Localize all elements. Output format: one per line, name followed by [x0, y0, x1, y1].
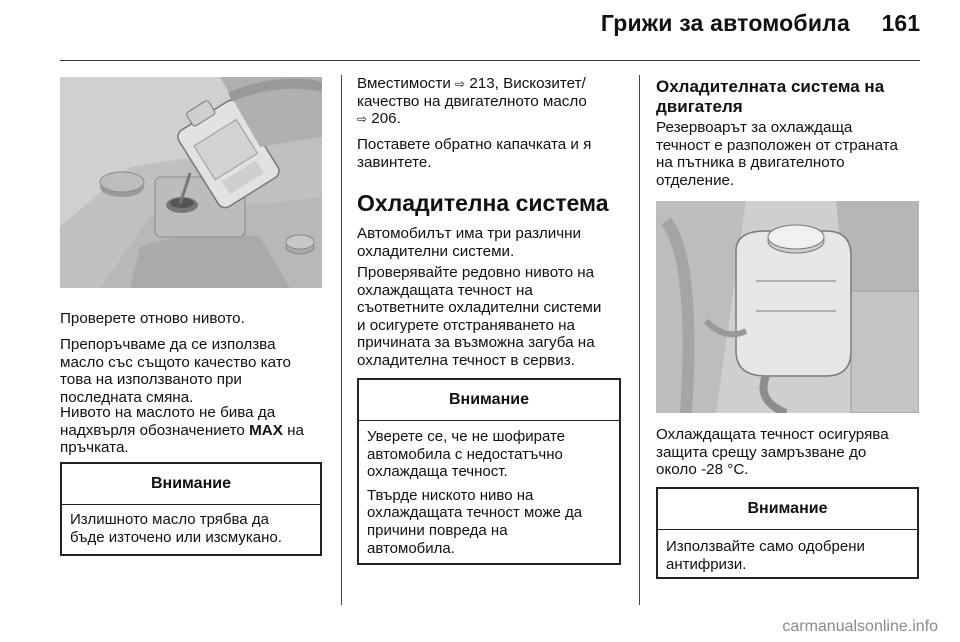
paragraph-check-regularly: и осигурете отстраняването на: [357, 316, 575, 334]
paragraph-recommend-oil: последната смяна.: [60, 388, 194, 406]
max-mark-label: MAX: [249, 421, 283, 439]
coolant-reservoir-illustration: [656, 201, 919, 413]
paragraph-max-level: надхвърля обозначението MAX на: [60, 421, 304, 439]
warning-text: причини повреда на: [367, 521, 508, 539]
paragraph-antifreeze: Охлаждащата течност осигурява: [656, 426, 889, 443]
paragraph-check-regularly: причината за възможна загуба на: [357, 334, 595, 352]
paragraph-capacities-ref: Вместимости ⇨ 213, Вискозитет/: [357, 75, 586, 92]
paragraph-reservoir-location: на пътника в двигателното: [656, 154, 845, 172]
paragraph-reservoir-location: течност е разположен от страната: [656, 136, 898, 154]
footer-watermark: carmanualsonline.info: [782, 618, 938, 635]
warning-box-low-coolant: [357, 378, 621, 565]
warning-title: Внимание: [658, 489, 917, 530]
page-number: 161: [881, 10, 920, 36]
warning-title: Внимание: [359, 380, 619, 421]
warning-title: Внимание: [62, 464, 320, 505]
paragraph-recheck-level: Проверете отново нивото.: [60, 310, 245, 327]
paragraph-capacities-ref: ⇨ 206.: [357, 110, 401, 128]
section-heading-engine-cooling: Охладителната система на: [656, 77, 885, 96]
column-divider: [341, 75, 342, 605]
warning-text: охлаждаща течност.: [367, 463, 508, 481]
paragraph-max-level: Нивото на маслото не бива да: [60, 404, 276, 421]
paragraph-antifreeze: около -28 °C.: [656, 461, 749, 479]
paragraph-recommend-oil: това на използваното при: [60, 371, 242, 389]
warning-text: охлаждащата течност може да: [367, 504, 583, 522]
paragraph-check-regularly: охладителна течност в сервиз.: [357, 352, 575, 369]
page-reference-arrow-icon: ⇨: [357, 112, 368, 127]
paragraph-reservoir-location: Резервоарът за охлаждаща: [656, 119, 853, 136]
warning-box-excess-oil: [60, 462, 322, 556]
paragraph-replace-cap: Поставете обратно капачката и я: [357, 136, 592, 153]
warning-text: автомобила.: [367, 539, 455, 557]
warning-text: Уверете се, че не шофирате: [367, 428, 566, 445]
paragraph-max-level: пръчката.: [60, 439, 129, 457]
warning-text: Твърде ниското ниво на: [367, 486, 534, 504]
warning-text: бъде източено или изсмукано.: [70, 528, 282, 546]
paragraph-check-regularly: съответните охладителни системи: [357, 299, 602, 317]
paragraph-check-regularly: Проверявайте редовно нивото на: [357, 264, 595, 281]
paragraph-reservoir-location: отделение.: [656, 171, 735, 189]
page-title: Грижи за автомобила: [600, 10, 850, 36]
section-heading-cooling-system: Охладителна система: [357, 190, 609, 216]
paragraph-capacities-ref: качество на двигателното масло: [357, 92, 587, 110]
page-reference-arrow-icon: ⇨: [455, 77, 466, 91]
paragraph-recommend-oil: масло със същото качество като: [60, 353, 291, 371]
header-rule: [60, 60, 920, 61]
warning-text: Излишното масло трябва да: [70, 511, 269, 528]
paragraph-check-regularly: охлаждащата течност на: [357, 281, 533, 299]
paragraph-replace-cap: завинтете.: [357, 153, 432, 171]
paragraph-three-systems: охладителни системи.: [357, 242, 515, 260]
paragraph-recommend-oil: Препоръчваме да се използва: [60, 336, 276, 353]
warning-text: антифризи.: [666, 555, 747, 573]
warning-box-antifreeze: [656, 487, 919, 579]
paragraph-antifreeze: защита срещу замръзване до: [656, 443, 867, 461]
warning-text: автомобила с недостатъчно: [367, 445, 563, 463]
column-divider: [639, 75, 640, 605]
warning-text: Използвайте само одобрени: [666, 538, 865, 555]
section-heading-engine-cooling: двигателя: [656, 97, 743, 116]
oil-refill-illustration: [60, 77, 322, 288]
paragraph-three-systems: Автомобилът има три различни: [357, 225, 582, 242]
